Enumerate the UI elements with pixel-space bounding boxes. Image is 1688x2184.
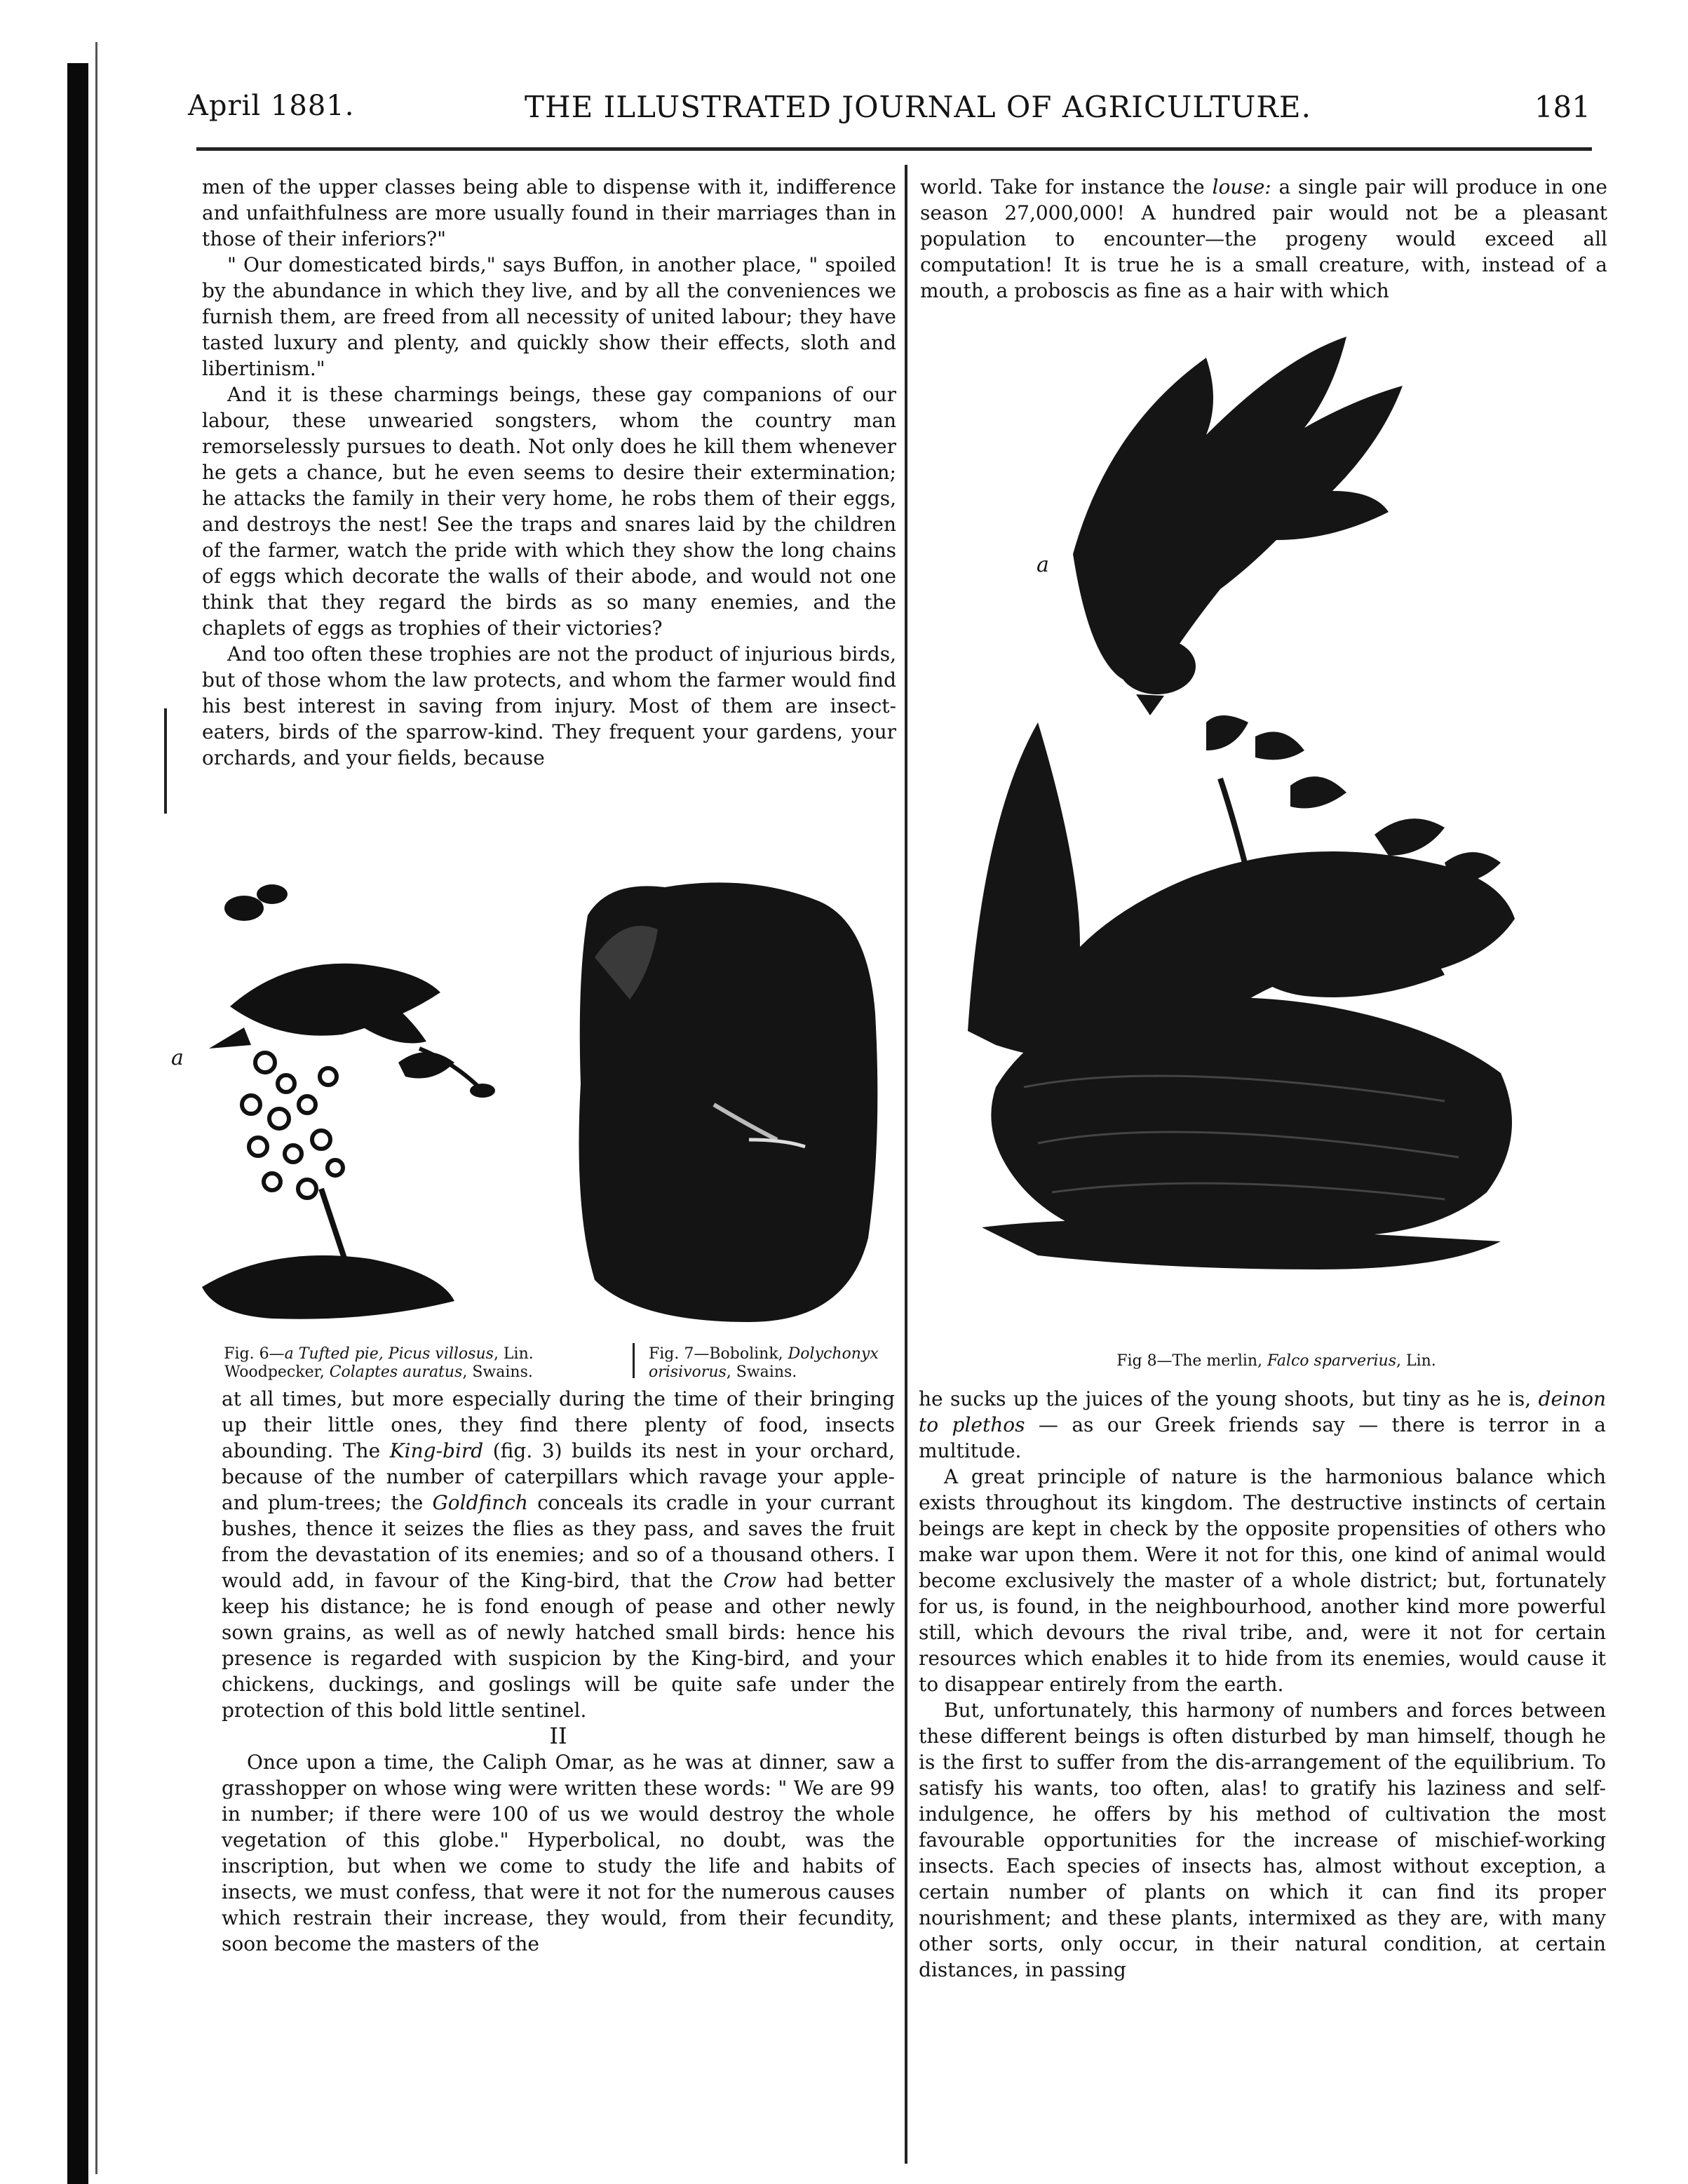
italic-term: deinon to plethos [919,1387,1606,1436]
caption-text: , Swains. [462,1363,533,1381]
paragraph: " Our domesticated birds," says Buffon, in another place, " spoiled by the abundance in which they live, and by all the conveniences we furnish them, are freed from all necessity of united labour; they have tasted luxury and plenty, and quickly show their effects, sloth and libertinism." [202,253,896,380]
caption-species: Falco sparverius [1267,1352,1396,1370]
left-column-top-text [202,174,896,771]
figure-8-caption [996,1352,1557,1370]
italic-term: louse: [1212,175,1271,198]
paragraph: A great principle of nature is the harmonious balance which exists throughout its kingdom. The destructive instincts of certain beings are kept in check by the opposite propensities of others who make war upon them. Were it not for this, one kind of animal would become exclusively the master of a whole district; but, fortunately for us, is found, in the neighbourhood, another kind more powerful still, which devours the rival tribe, and, were it not for certain resources which enables it to hide from its enemies, would cause it to disappear entirely from the earth. [919,1465,1606,1696]
paragraph [919,1386,1606,1464]
binding-edge [67,63,88,2184]
column-rule [905,165,907,2164]
text-run: (fig. 3) builds its nest in your orchard, because of the number of caterpillars which ravage your apple- and plum-trees; the [222,1439,895,1514]
text-run: a single pair will produce in one season 27,000,000! A hundred pair would not be a pleasant population to encounter—the progeny would exceed all computation! It is true he is a small creature, with, instead of a mouth, a proboscis as fine as a hair with which [920,175,1607,302]
text-run: had better keep his distance; he is fond enough of pease and other newly sown grains, as well as of newly hatched small birds: hence his presence is regarded with suspicion by the King-bird, and your chickens, duckings, and goslings will be quite safe under the protection of this bold little sentinel. [222,1569,895,1722]
paragraph [920,174,1607,304]
paragraph: And it is these charmings beings, these gay companions of our labour, these unwearied songsters, whom the country man remorselessly pursues to death. Not only does he kill them whenever he gets a chance, but he even seems to desire their extermination; he attacks the family in their very home, he robs them of their eggs, and destroys the nest! See the traps and snares laid by the children of the farmer, watch the pride with which they show the long chains of eggs which decorate the walls of their abode, and would not one think that they regard the birds as so many enemies, and the chaplets of eggs as trophies of their victories? [202,383,896,640]
text-run: at all times, but more especially during the time of their bringing up their little ones, they find there plenty of food, insects abounding. The [222,1387,895,1462]
binding-shadow [95,42,97,2174]
right-column-top-text [920,174,1607,304]
caption-divider [633,1343,635,1378]
italic-term: King-bird [389,1439,484,1462]
right-column-bottom-text [919,1386,1606,1983]
caption-species: Colaptes auratus [329,1363,463,1381]
section-heading: II [549,1723,567,1749]
paragraph: And too often these trophies are not the product of injurious birds, but of those whom the law protects, and whom the farmer would find his best interest in saving from injury. Most of them are insect-eaters, birds of the sparrow-kind. They frequent your gardens, your orchards, and your fields, because [202,642,896,769]
running-header [188,90,1591,132]
figure-6-caption [203,1345,554,1382]
caption-text: Fig 8—The merlin, [1116,1352,1268,1370]
margin-mark [164,708,167,814]
figure-7-caption [649,1345,880,1382]
paragraph [222,1386,895,1723]
woodpecker-engraving [188,880,553,1326]
paragraph: But, unfortunately, this harmony of numbers and forces between these different beings is often disturbed by man himself, though he is the first to suffer from the dis-arrangement of the equilibrium. To satisfy his wants, too often, alas! to gratify his laziness and self-indulgence, he offers by his method of cultivation the most favourable opportunities for the increase of mischief-working insects. Each species of insects has, almost without exception, a certain number of plants on which it can find its proper nourishment; and these plants, intermixed as they are, with many other sorts, only occur, in their natural condition, at certain distances, in passing [919,1699,1606,1981]
page-number: 181 [1534,90,1591,124]
header-date: April 1881. [188,90,355,122]
text-run: conceals its cradle in your currant bushes, thence it seizes the flies as they pass, and saves the fruit from the devastation of its enemies; and so of a thousand others. I would add, in favour of the King-bird, that the [222,1491,895,1592]
caption-text: Woodpecker, [224,1363,330,1381]
italic-term: Goldfinch [432,1491,528,1514]
merlin-engraving [954,330,1585,1333]
italic-term: Crow [723,1569,777,1592]
bobolink-engraving [567,873,886,1326]
caption-text: Fig. 7—Bobolink, [649,1345,788,1363]
paragraph: men of the upper classes being able to dispense with it, indifference and unfaithfulness are more usually found in their marriages than in those of their inferiors?" [202,175,896,250]
caption-text: a Tufted pie, [284,1345,389,1363]
caption-text: , Lin. [1396,1352,1436,1370]
caption-text: Fig. 6— [224,1345,285,1363]
text-run: he sucks up the juices of the young shoots, but tiny as he is, [919,1387,1539,1410]
figure-7-bobolink-illustration [567,873,886,1326]
figure-letter: a [1037,553,1049,577]
header-rule [196,147,1592,151]
text-run: — as our Greek friends say — there is terror in a multitude. [919,1413,1606,1462]
caption-text: , Lin. [493,1345,534,1363]
caption-text: , Swains. [726,1363,797,1381]
journal-title: THE ILLUSTRATED JOURNAL OF AGRICULTURE. [525,90,1311,124]
left-column-bottom-text [222,1386,895,1957]
text-run: world. Take for instance the [920,175,1213,198]
paragraph: Once upon a time, the Caliph Omar, as he was at dinner, saw a grasshopper on whose wing were written these words: " We are 99 in number; if there were 100 of us we would destroy the whole vegetation of this globe." Hyperbolical, no doubt, was the inscription, but when we come to study the life and habits of insects, we must confess, that were it not for the numerous causes which restrain their increase, they would, from their fecundity, soon become the masters of the [222,1751,895,1955]
figure-letter: a [171,1046,184,1070]
figure-8-merlin-illustration [954,330,1585,1333]
caption-species: Picus villosus [388,1345,494,1363]
figure-6-woodpecker-illustration [171,880,553,1326]
caption-species: Dolychonyx orisivorus [649,1345,879,1381]
